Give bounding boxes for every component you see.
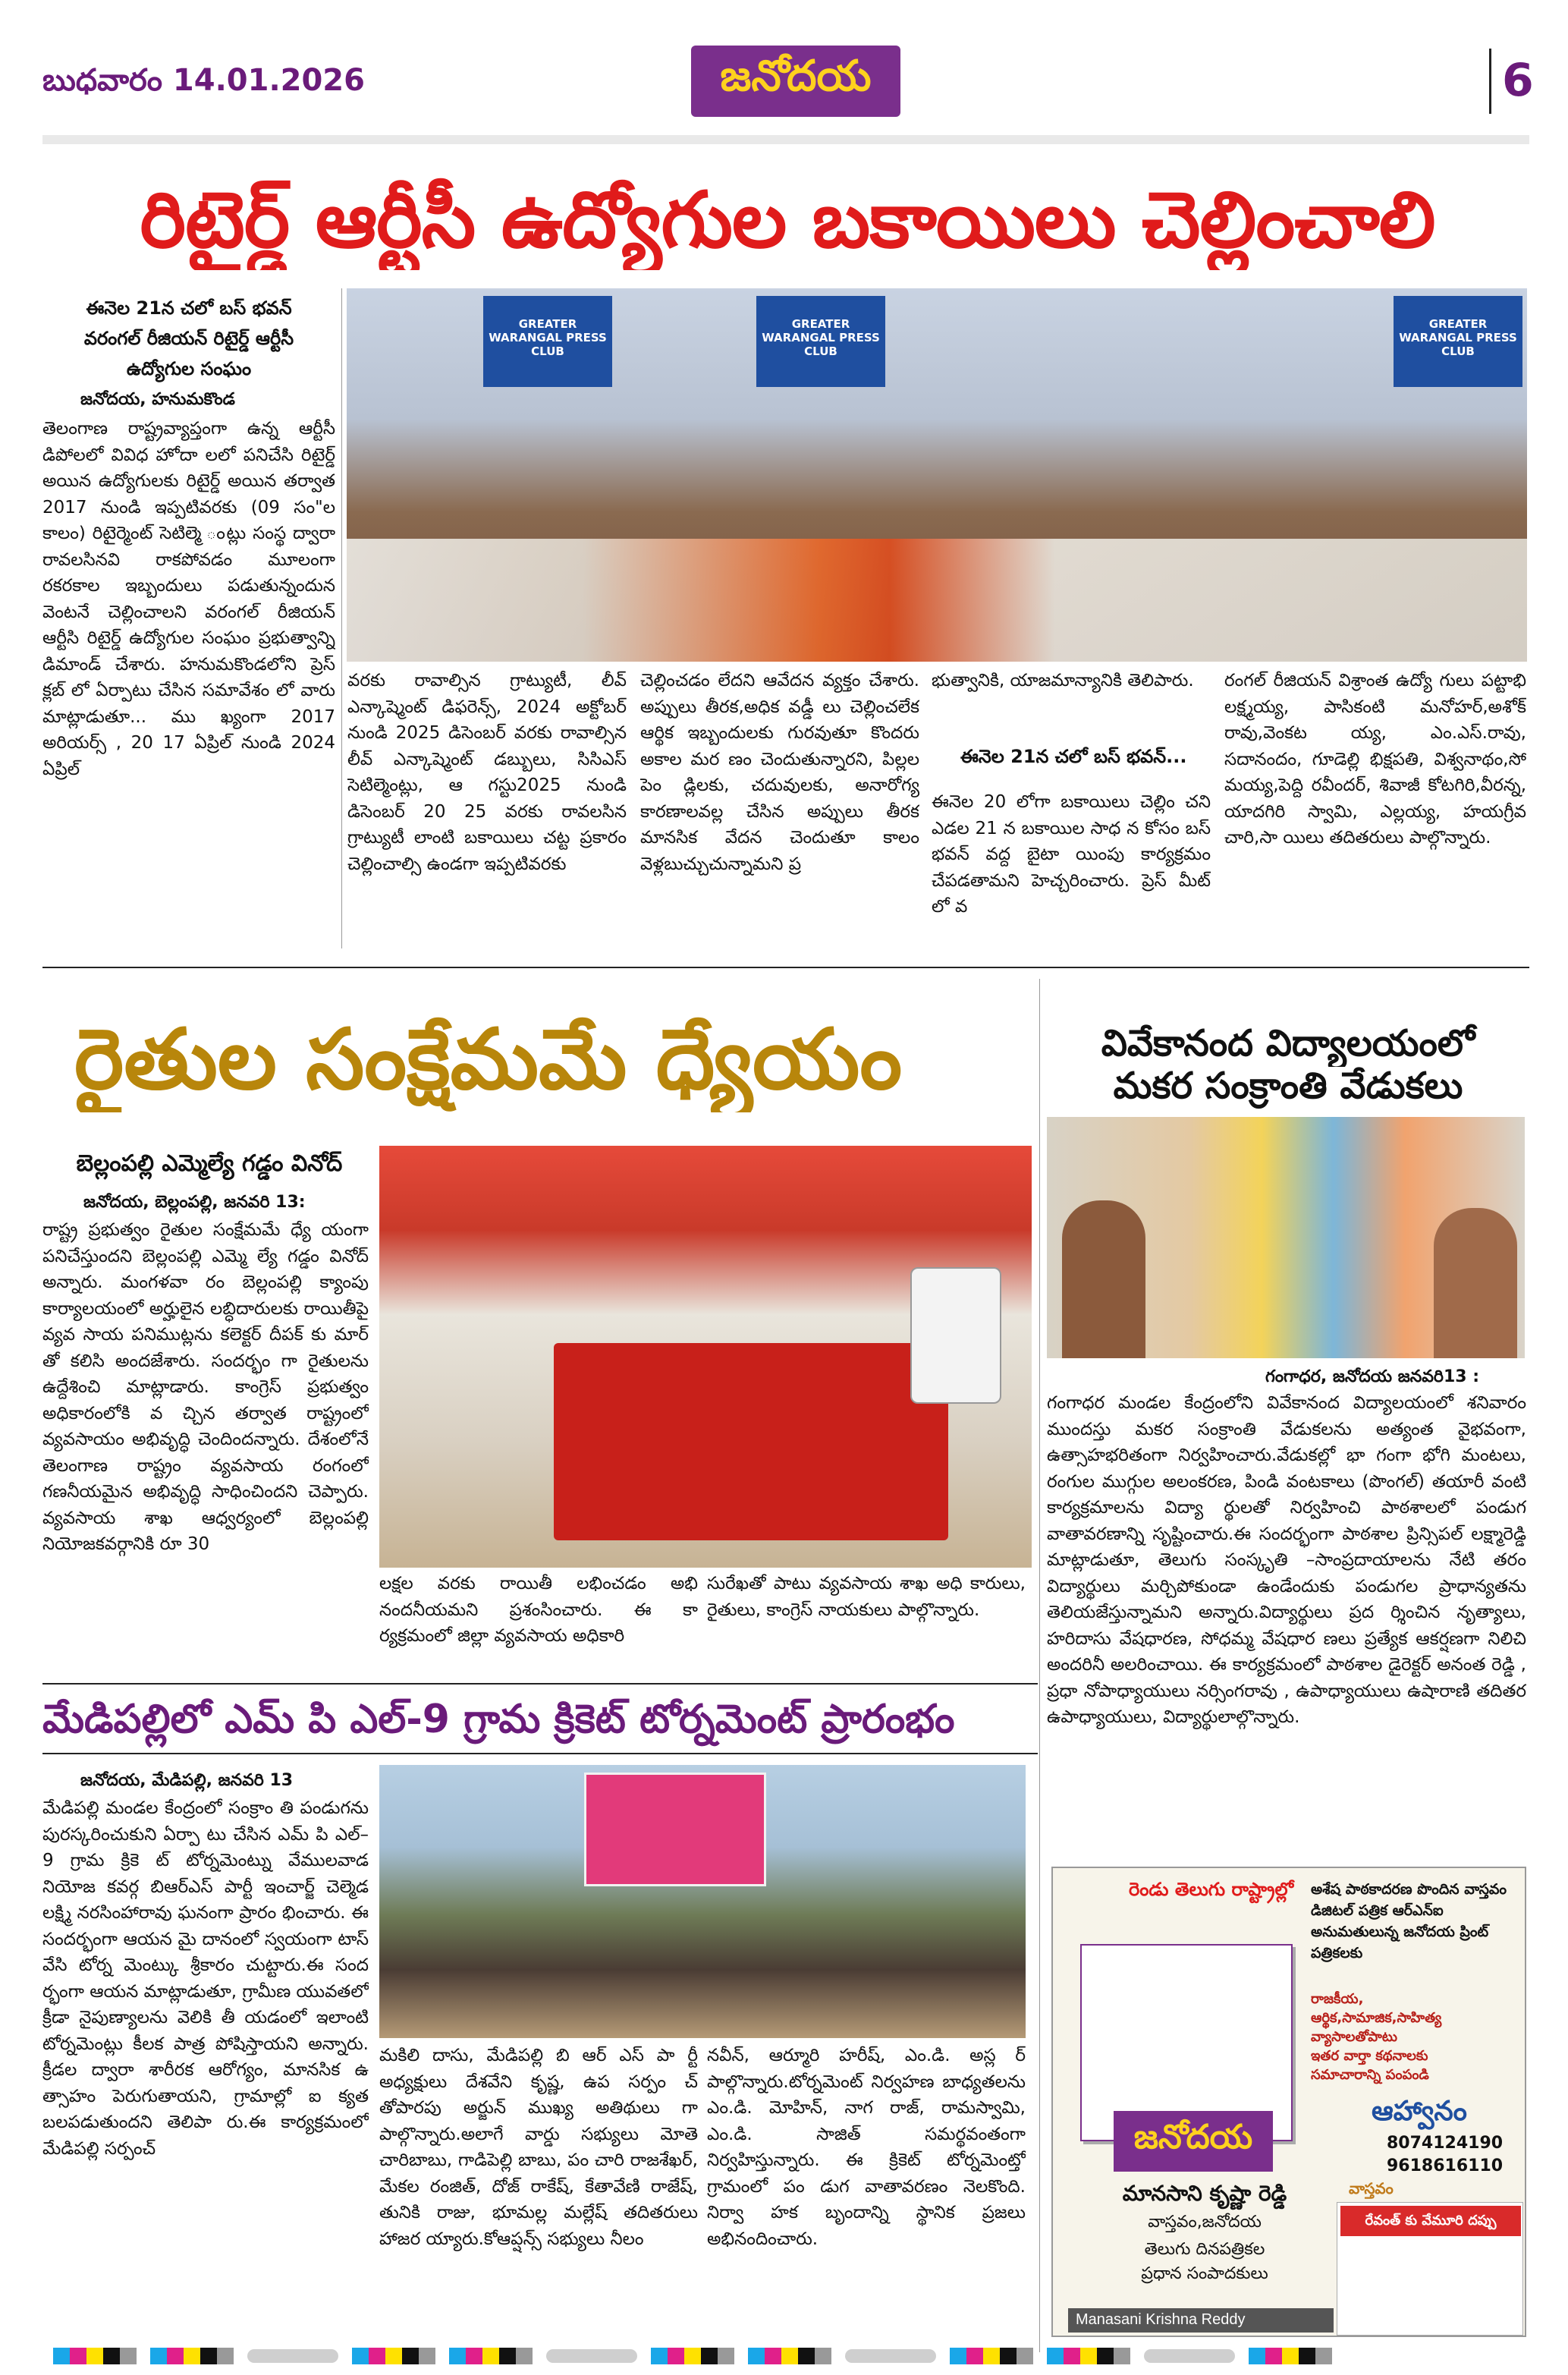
article1-column-4b: ఈనెల 20 లోగా బకాయిలు చెల్లిం చని ఎడల 21 న బకాయిల సాధ న కోసం బస్ భవన్ వద్ద బైటా యింపు కార్యక్రమం చేపడతామని హెచ్చరించారు. ప్రెస్ మీట్ లో వ	[932, 792, 1211, 917]
advert-invite: ఆహ్వానం	[1372, 2096, 1467, 2127]
article3-body: గంగాధర మండల కేంద్రంలోని వివేకానంద విద్యాలయంలో శనివారం ముందస్తు మకర సంక్రాంతి వేడుకలను అత్యంత వైభవంగా, ఉత్సాహభరితంగా నిర్వహించారు.వేడుకల్లో భా గంగా భోగి మంటలు, రంగుల ముగ్గుల అలంకరణ, పిండి వంటకాలు (పొంగల్) తయారీ వంటి కార్యక్రమాలను విద్యా ర్థులతో నిర్వహించి పాఠశాలలో పండుగ వాతావరణాన్ని సృష్టించారు.ఈ సందర్భంగా పాఠశాల ప్రిన్సిపల్ లక్ష్మారెడ్డి మాట్లాడుతూ, తెలుగు సంస్కృతి –సాంప్రదాయాలను నేటి తరం విద్యార్థులు మర్చిపోకుండా ఉండేందుకు పండుగల ప్రాధాన్యతను తెలియజేస్తున్నామని అన్నారు.విద్యార్థులు ప్రద ర్శించిన నృత్యాలు, హరిదాసు వేషధారణ, సోధమ్మ వేషధార ణలు ప్రత్యేక ఆకర్షణగా నిలిచి అందరినీ అలరించాయి. ఈ కార్యక్రమంలో పాఠశాల డైరెక్టర్ అనంత రెడ్డి , ప్రధా నోపాధ్యాయులు నర్సింగరావు , ఉపాధ్యాయులు ఉషారాణి తదితర ఉపాధ్యాయులు, విద్యార్థులాల్గొన్నారు.	[1047, 1393, 1526, 1727]
rotavator-machine	[554, 1343, 948, 1540]
article1-kicker: ఈనెల 21న చలో బస్ భవన్ వరంగల్ రీజియన్ రిటైర్డ్ ఆర్టీసీ ఉద్యోగుల సంఘం	[83, 297, 294, 379]
article4-column-3: నవీన్, ఆర్మూరి హరీష్, ఎం.డి. అస్ల ర్ పాల్గొన్నారు.టోర్నమెంట్ నిర్వహణ బాధ్యతలను ఎం.డి. మోహిన్, నాగ రాజ్, రామస్వామి, ఎం.డి. సాజిత్ సమర్థవంతంగా నిర్వహిస్తున్నారు. ఈ క్రికెట్ టోర్నమెంట్తో గ్రామంలో పం డుగ వాతావరణం నెలకొంది. నిర్వా హక బృందాన్ని స్థానిక ప్రజలు అభినందించారు.	[707, 2046, 1026, 2249]
student-left	[1062, 1200, 1145, 1358]
header-rule	[42, 135, 1529, 144]
article1-column-4a: భుత్వానికి, యాజమాన్యానికి తెలిపారు.	[932, 671, 1194, 690]
advert-editor-role-2: ప్రధాన సంపాదకులు	[1141, 2264, 1268, 2283]
advert-footer-name: Manasani Krishna Reddy	[1076, 2311, 1246, 2328]
advert-box	[1051, 1867, 1526, 2337]
advert-side-head: రేవంత్ కు వేమూరి దప్పు	[1340, 2206, 1521, 2236]
article1-group-photo	[347, 288, 1527, 662]
advert-line1-red: రెండు తెలుగు రాష్ట్రాల్లో	[1129, 1879, 1294, 1900]
article1-headline: రిటైర్డ్ ఆర్టీసీ ఉద్యోగుల బకాయిలు చెల్లించాలి	[140, 175, 1435, 266]
article1-column-2: వరకు రావాల్సిన గ్రాట్యుటీ, లీవ్ ఎన్కాష్మెంట్ డిఫరెన్స్, 2024 అక్టోబర్ నుండి 2025 డిసెంబర్ వరకు రావాల్సిన లీవ్ ఎన్కాష్మెంట్ డబ్బులు, సిసిఎస్ సెటిల్మెంట్లు, ఆ గస్టు2025 నుండి డిసెంబర్ 20 25 వరకు రావలసిన గ్రాట్యుటీ లాంటి బకాయిలు చట్ట ప్రకారం చెల్లించాల్సి ఉండగా ఇప్పటివరకు	[347, 671, 627, 874]
advert-editor-name: మానసాని కృష్ణా రెడ్డి	[1122, 2181, 1287, 2206]
article2-dateline: జనోదయ, బెల్లంపల్లి, జనవరి 13:	[83, 1193, 306, 1212]
page-number-divider	[1489, 49, 1491, 114]
advert-bullet-4: సమాచారాన్ని పంపండి	[1311, 2067, 1429, 2083]
color-swatch	[53, 2348, 137, 2364]
advert-bullet-3: ఇతర వార్తా కథనాలకు	[1311, 2048, 1428, 2064]
color-swatch	[1047, 2348, 1130, 2364]
article2-equipment-photo	[379, 1146, 1032, 1568]
article4-headline: మేడిపల్లిలో ఎమ్ పి ఎల్-9 గ్రామ క్రికెట్ టోర్నమెంట్ ప్రారంభం	[42, 1697, 955, 1742]
article1-column-4-subhead: ఈనెల 21న చలో బస్ భవన్...	[960, 746, 1187, 767]
article2-headline: రైతుల సంక్షేమమే ధ్యేయం	[74, 1011, 903, 1108]
gray-pill	[845, 2349, 936, 2363]
section-divider-1	[42, 967, 1529, 968]
article4-dateline: జనోదయ, మేడిపల్లి, జనవరి 13	[80, 1771, 294, 1790]
color-swatch	[1249, 2348, 1332, 2364]
gray-pill	[1144, 2349, 1235, 2363]
seated-row	[347, 539, 1527, 662]
article2-column-2: లక్షల వరకు రాయితీ లభించడం అభి నందనీయమని ప్రశంసించారు. ఈ కా ర్యక్రమంలో జిల్లా వ్యవసాయ అధికారి	[379, 1574, 698, 1646]
article3-headline-line1: వివేకానంద విద్యాలయంలో	[1101, 1022, 1475, 1065]
color-swatch	[449, 2348, 533, 2364]
advert-logo	[1114, 2111, 1273, 2172]
advert-bullet-1: రాజకీయ,	[1311, 1991, 1364, 2007]
color-swatch	[950, 2348, 1033, 2364]
article4-column-2: మకిలి దాసు, మేడిపల్లి బి ఆర్ ఎస్ పా ర్టీ అధ్యక్షులు దేశవేని కృష్ణ, ఉప సర్పం చ్ తోపారపు అర్జున్ ముఖ్య అతిథులు గా పాల్గొన్నారు.అలాగే వార్డు సభ్యులు మోతె చారిబాబు, గాడిపెల్లి బాబు, పం చారి రాజశేఖర్, మేకల రంజిత్, దోజ్ రాకేష్, కేతావేణి రాజేష్, తునికి రాజు, భూమల్ల మల్లేష్ తదితరులు హాజర య్యారు.కోఆప్షన్స్ సభ్యులు నీలం	[379, 2046, 698, 2249]
gray-pill	[247, 2349, 338, 2363]
article1-column-1: తెలంగాణ రాష్ట్రవ్యాప్తంగా ఉన్న ఆర్టీసీ డిపోలలో వివిధ హోదా లలో పనిచేసి రిటైర్డ్ అయిన ఉద్యోగులకు రిటైర్డ్ అయిన తర్వాత 2017 నుండి ఇప్పటివరకు (09 సం"ల కాలం) రిటైర్మెంట్ సెటిల్మె ంట్లు సంస్థ ద్వారా రావలసినవి రాకపోవడం మూలంగా రకరకాల ఇబ్బందులు పడుతున్నందున వెంటనే చెల్లించాలని వరంగల్ రీజియన్ ఆర్టీసి రిటైర్డ్ ఉద్యోగుల సంఘం ప్రభుత్వాన్ని డిమాండ్ చేశారు. హనుమకొండలోని ప్రెస్ క్లబ్ లో ఏర్పాటు చేసిన సమావేశం లో వారు మాట్లాడుతూ... ము ఖ్యంగా 2017 అరియర్స్ , 20 17 ఏప్రిల్ నుండి 2024 ఏప్రిల్	[42, 419, 335, 779]
page-number: 6	[1502, 54, 1534, 107]
tournament-banner	[584, 1773, 766, 1886]
article2-column-3: సురేఖతో పాటు వ్యవసాయ శాఖ అధి కారులు, రైతులు, కాంగ్రెస్ నాయకులు పాల్గొన్నారు.	[707, 1574, 1026, 1620]
advert-editor-role-1: తెలుగు దినపత్రికల	[1144, 2240, 1265, 2259]
masthead-text: జనోదయ	[720, 51, 872, 101]
article3-headline-line2: మకర సంక్రాంతి వేడుకలు	[1113, 1065, 1463, 1107]
advert-editor-pub: వాస్తవం,జనోదయ	[1148, 2213, 1262, 2232]
page-date: బుధవారం 14.01.2026	[42, 63, 365, 98]
gray-pill	[546, 2349, 637, 2363]
advert-line1-rest: అశేష పాఠకాదరణ పొందిన వాస్తవం డిజిటల్ పత్రిక ఆర్ఎన్ఐ అనుమతులున్న జనోదయ ప్రింట్ పత్రికలకు	[1311, 1881, 1507, 1961]
article2-column-1: రాష్ట్ర ప్రభుత్వం రైతుల సంక్షేమమే ధ్యే యంగా పనిచేస్తుందని బెల్లంపల్లి ఎమ్మె ల్యే గడ్డం వినోద్ అన్నారు. మంగళవా రం బెల్లంపల్లి క్యాంపు కార్యాలయంలో అర్హులైన లబ్ధిదారులకు రాయితీపై వ్యవ సాయ పనిముట్లను కలెక్టర్ దీపక్ కు మార్ తో కలిసి అందజేశారు. సందర్భం గా రైతులను ఉద్దేశించి మాట్లాడారు. కాంగ్రెస్ ప్రభుత్వం అధికారంలోకి వ చ్చిన తర్వాత రాష్ట్రంలో వ్యవసాయం అభివృద్ధి చెందిందన్నారు. దేశంలోనే తెలంగాణ రాష్ట్రం వ్యవసాయ రంగంలో గణనీయమైన అభివృద్ధి సాధించిందని చెప్పారు. వ్యవసాయ శాఖ ఆధ్వర్యంలో బెల్లంపల్లి నియోజకవర్గానికి రూ 30	[42, 1220, 369, 1554]
column-divider-right	[1039, 979, 1040, 2352]
advert-phone-1: 8074124190	[1387, 2134, 1504, 2153]
advert-side-card	[1337, 2202, 1523, 2336]
color-swatch	[651, 2348, 734, 2364]
advert-bullets	[1311, 1990, 1516, 2084]
advert-logo-text: జనోదయ	[1133, 2118, 1253, 2156]
article1-column-3: చెల్లించడం లేదని ఆవేదన వ్యక్తం చేశారు. అప్పులు తీరక,అధిక వడ్డీ లు చెల్లించలేక ఆర్థిక ఇబ్బందులకు గురవుతూ కొందరు అకాల మర ణం చెందుతున్నారని, పిల్లల పెం డ్లిలకు, చదువులకు, అనారోగ్య కారణాలవల్ల చేసిన అప్పులు తీరక మానసిక వేదన చెందుతూ కాలం వెళ్లబుచ్చుచున్నామని ప్ర	[640, 671, 919, 874]
registration-marks	[53, 2348, 1525, 2364]
masthead-logo	[691, 46, 900, 117]
press-club-banner-left: GREATER WARANGAL PRESS CLUB	[483, 296, 612, 387]
article3-students-photo	[1047, 1117, 1525, 1358]
color-swatch	[748, 2348, 831, 2364]
color-swatch	[352, 2348, 435, 2364]
advert-bullet-2: ఆర్థిక,సామాజిక,సాహిత్య వ్యాసాలతోపాటు	[1311, 2010, 1442, 2045]
article3-dateline: గంగాధర, జనోదయ జనవరి13 :	[1265, 1367, 1480, 1386]
press-club-banner-center: GREATER WARANGAL PRESS CLUB	[756, 296, 885, 387]
article1-dateline: జనోదయ, హనుమకొండ	[80, 390, 235, 409]
article4-cricket-photo	[379, 1765, 1026, 2038]
student-right	[1434, 1208, 1517, 1358]
article2-kicker: బెల్లంపల్లి ఎమ్మెల్యే గడ్డం వినోద్	[76, 1150, 343, 1177]
article4-column-1: మేడిపల్లి మండల కేంద్రంలో సంక్రాం తి పండుగను పురస్కరించుకుని ఏర్పా టు చేసిన ఎమ్ పి ఎల్–9 గ్రామ క్రికె ట్ టోర్నమెంట్ను వేములవాడ నియోజ కవర్గ బిఆర్ఎస్ పార్టీ ఇంచార్జ్ చెల్మెడ లక్ష్మి నరసింహారావు ఘనంగా ప్రారం భించారు. ఈ సందర్భంగా ఆయన మై దానంలో స్వయంగా టాస్ వేసి టోర్న మెంట్కు శ్రీకారం చుట్టారు.ఈ సంద ర్భంగా ఆయన మాట్లాడుతూ, గ్రామీణ యువతలో క్రీడా నైపుణ్యాలను వెలికి తీ యడంలో ఇలాంటి టోర్నమెంట్లు కీలక పాత్ర పోషిస్తాయని అన్నారు. క్రీడల ద్వారా శారీరక ఆరోగ్యం, మానసిక ఉ త్సాహం పెరుగుతాయని, గ్రామాల్లో ఐ క్యత బలపడుతుందని తెలిపా రు.ఈ కార్యక్రమంలో మేడిపల్లి సర్పంచ్	[42, 1798, 369, 2159]
advert-phone-2: 9618616110	[1387, 2156, 1504, 2175]
section-divider-2	[42, 1683, 1038, 1685]
color-swatch	[150, 2348, 234, 2364]
section-divider-3	[42, 1753, 1038, 1754]
press-club-banner-right: GREATER WARANGAL PRESS CLUB	[1394, 296, 1522, 387]
sprayer-tank	[910, 1267, 1001, 1404]
article1-col-divider	[341, 288, 342, 948]
article1-column-5: రంగల్ రీజియన్ విశ్రాంత ఉద్యో గులు పట్టాభి లక్ష్మయ్య, పాసికంటి మనోహర్,అశోక్ రావు,వెంకట య్య, ఎం.ఎస్.రావు, సదానందం, గూడెల్లి భిక్షపతి, విశ్వనాథం,సో మయ్య,పెద్ది రవీందర్, శివాజీ కోటగిరి,వీరన్న, యాదగిరి స్వామి, ఎల్లయ్య, హయగ్రీవ చారి,సా యిలు తదితరులు పాల్గొన్నారు.	[1224, 671, 1526, 848]
advert-vaastavam-label: వాస్తవం	[1349, 2179, 1394, 2197]
